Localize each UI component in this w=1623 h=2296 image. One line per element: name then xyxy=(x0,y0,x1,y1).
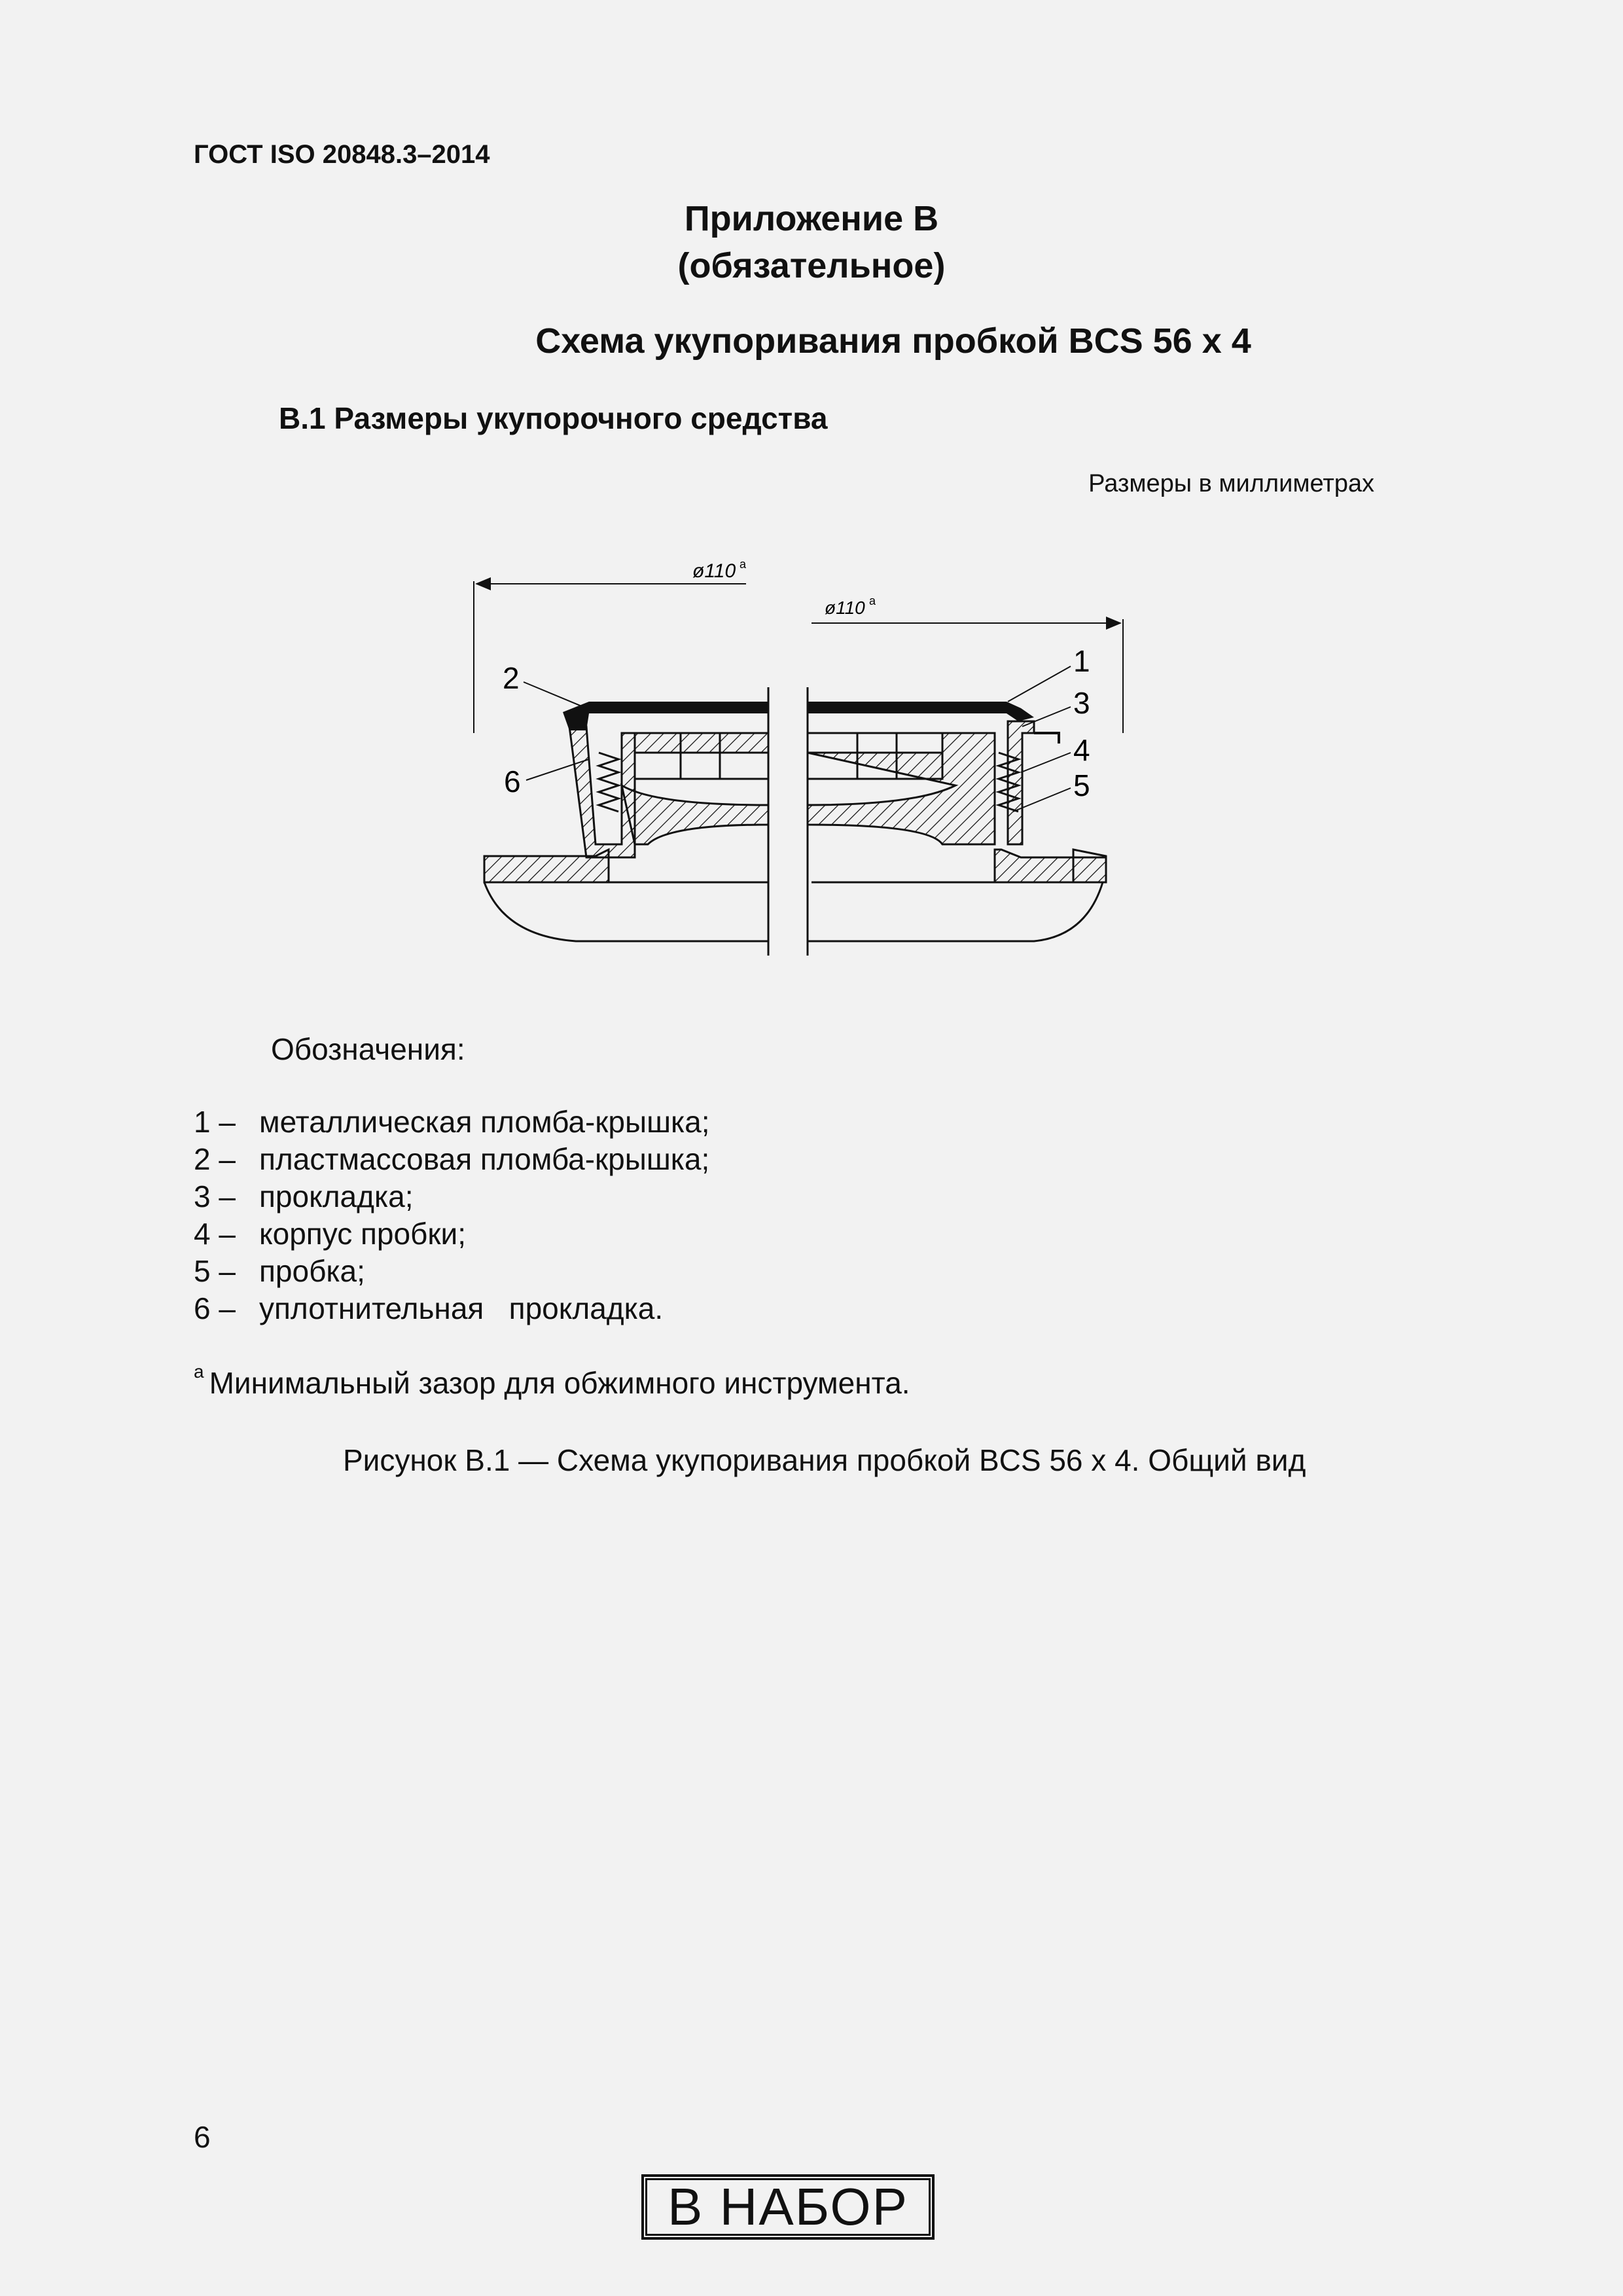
callout-4: 4 xyxy=(1073,733,1090,767)
closure-right xyxy=(808,702,1059,844)
standard-code: ГОСТ ISO 20848.3–2014 xyxy=(194,140,490,169)
dim-left-label: ø110 xyxy=(692,560,736,582)
footnote xyxy=(194,1361,910,1401)
callout-2: 2 xyxy=(503,661,520,695)
scheme-title: Схема укупоривания пробкой BCS 56 x 4 xyxy=(535,321,1251,361)
dim-right-label: ø110 xyxy=(825,598,865,618)
dim-right-sup: a xyxy=(869,594,876,607)
legend-item-text: прокладка; xyxy=(259,1179,414,1213)
closure-left xyxy=(563,702,768,857)
legend-item-number: 3 – xyxy=(194,1179,236,1213)
footnote-text: Минимальный зазор для обжимного инструмента. xyxy=(209,1366,910,1400)
legend-title: Обозначения: xyxy=(271,1032,465,1066)
legend-item-text: пластмассовая пломба-крышка; xyxy=(259,1142,710,1176)
stamp: В НАБОР xyxy=(641,2174,935,2240)
legend-item xyxy=(194,1215,709,1253)
appendix-title-line2: (обязательное) xyxy=(677,246,946,285)
legend-item-number: 1 – xyxy=(194,1105,236,1139)
legend-item-number: 4 – xyxy=(194,1217,236,1251)
legend-list xyxy=(194,1103,709,1327)
legend-item-number: 5 – xyxy=(194,1254,236,1288)
callout-3: 3 xyxy=(1073,686,1090,720)
legend-item xyxy=(194,1141,709,1178)
callout-6: 6 xyxy=(504,764,521,798)
appendix-title xyxy=(0,195,1623,289)
figure-caption: Рисунок В.1 — Схема укупоривания пробкой BCS 56 x 4. Общий вид xyxy=(343,1443,1306,1477)
container-wall xyxy=(484,850,1106,941)
legend-item xyxy=(194,1290,709,1327)
legend-item xyxy=(194,1178,709,1215)
legend-item-text: корпус пробки; xyxy=(259,1217,467,1251)
page-number: 6 xyxy=(194,2120,211,2154)
closure-drawing xyxy=(458,537,1139,969)
legend-item-text: пробка; xyxy=(259,1254,365,1288)
appendix-title-line1: Приложение В xyxy=(684,199,939,238)
legend-item-text: металлическая пломба-крышка; xyxy=(259,1105,710,1139)
legend-item xyxy=(194,1103,709,1141)
section-title: В.1 Размеры укупорочного средства xyxy=(279,401,828,435)
legend-item-number: 2 – xyxy=(194,1142,236,1176)
dim-left-sup: a xyxy=(740,558,747,571)
dimensions-note: Размеры в миллиметрах xyxy=(1088,470,1374,497)
callout-1: 1 xyxy=(1073,644,1090,678)
legend-item-text: уплотнительная прокладка. xyxy=(259,1291,664,1325)
footnote-mark: a xyxy=(194,1361,204,1382)
callout-5: 5 xyxy=(1073,768,1090,802)
legend-item xyxy=(194,1253,709,1290)
legend-item-number: 6 – xyxy=(194,1291,236,1325)
